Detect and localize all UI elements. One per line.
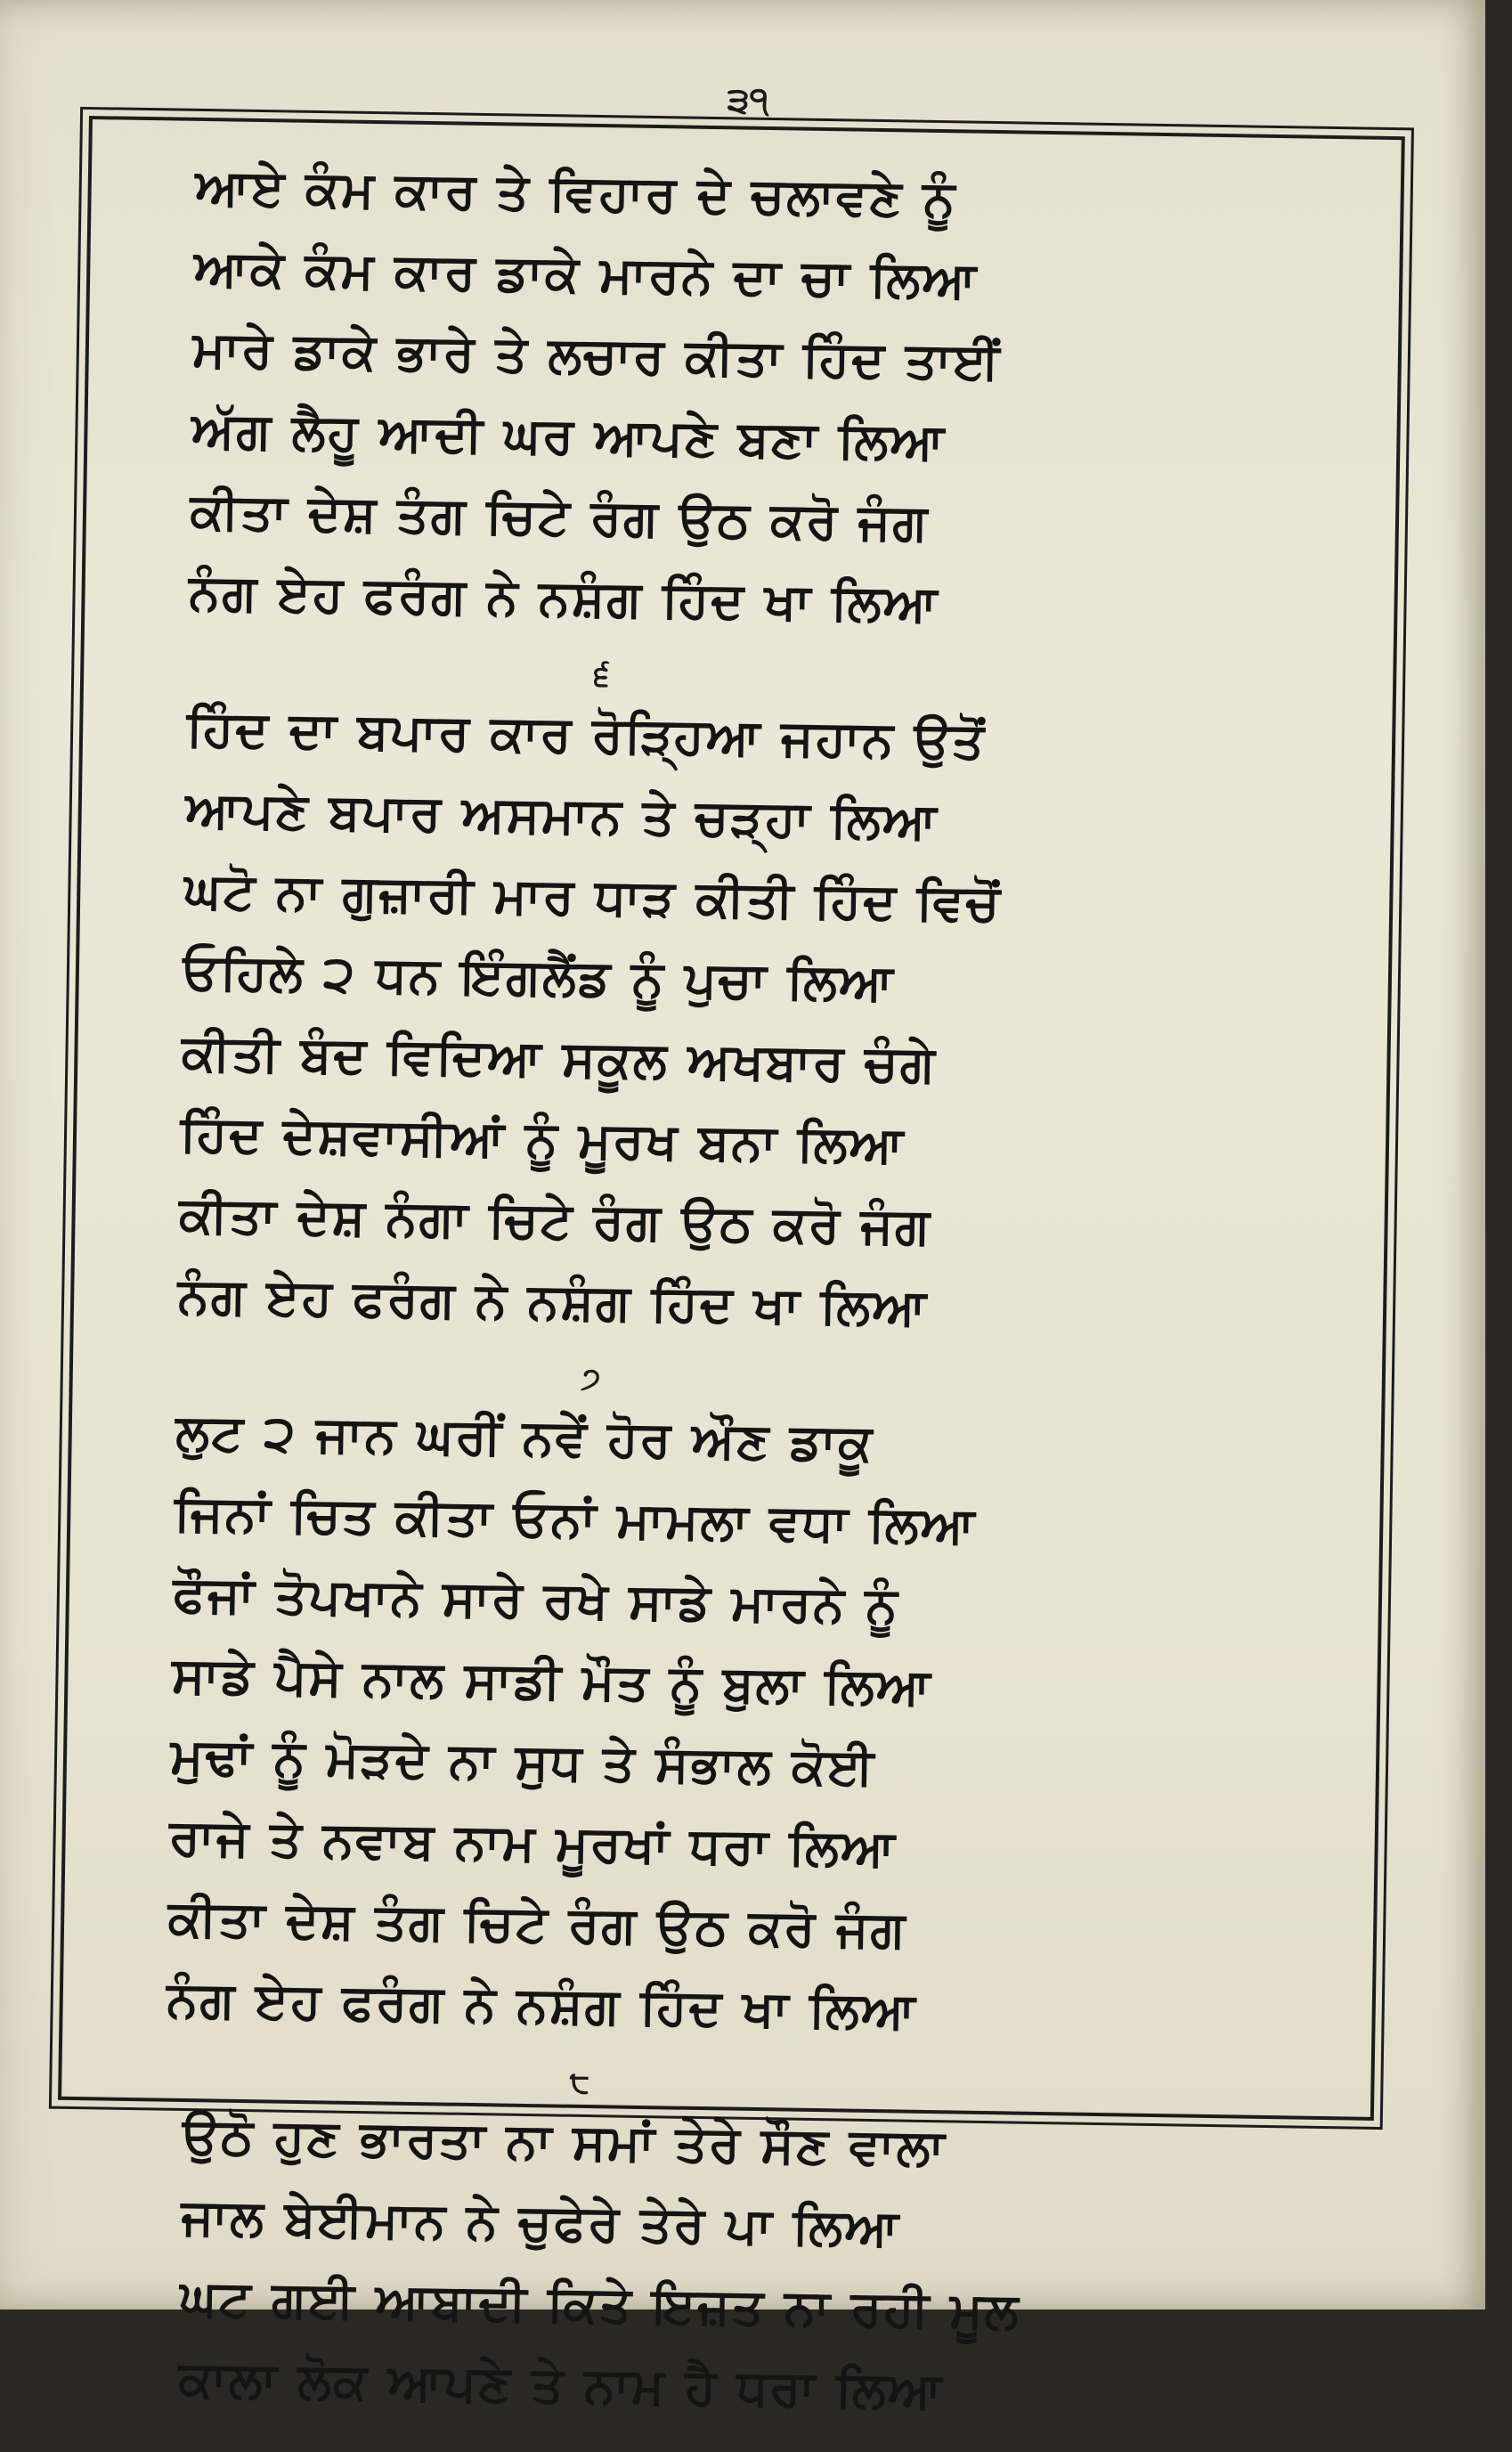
poem-line: ਲੁਟ ੨ ਜਾਨ ਘਰੀਂ ਨਵੇਂ ਹੋਰ ਔਣ ਡਾਕੂ <box>175 1402 874 1473</box>
stanza-number: ੭ <box>581 1360 601 1397</box>
poem-line: ਮਾਰੇ ਡਾਕੇ ਭਾਰੇ ਤੇ ਲਚਾਰ ਕੀਤਾ ਹਿੰਦ ਤਾਈਂ <box>191 319 1002 392</box>
stanza <box>167 1353 1210 2057</box>
poem-line: ਫੌਜਾਂ ਤੋਪਖਾਨੇ ਸਾਰੇ ਰਖੇ ਸਾਡੇ ਮਾਰਨੇ ਨੂੰ <box>172 1564 900 1635</box>
poem-line: ਆਕੇ ਕੰਮ ਕਾਰ ਡਾਕੇ ਮਾਰਨੇ ਦਾ ਚਾ ਲਿਆ <box>193 238 979 310</box>
stanza <box>177 649 1221 1353</box>
stanza-number: ੬ <box>593 657 610 694</box>
poem-body <box>160 147 1229 2452</box>
poem-line: ਕੀਤਾ ਦੇਸ਼ ਤੰਗ ਚਿਟੇ ਰੰਗ ਉਠ ਕਰੋ ਜੰਗ <box>167 1888 907 1959</box>
stanza <box>188 147 1228 649</box>
poem-line: ਮੁਢਾਂ ਨੂੰ ਮੋੜਦੇ ਨਾ ਸੁਧ ਤੇ ਸੰਭਾਲ ਕੋਈ <box>170 1726 876 1797</box>
poem-line: ਉਠੋ ਹੁਣ ਭਾਰਤਾ ਨਾ ਸਮਾਂ ਤੇਰੇ ਸੌਣ ਵਾਲਾ <box>182 2106 947 2178</box>
poem-line: ਕੀਤਾ ਦੇਸ਼ ਨੰਗਾ ਚਿਟੇ ਰੰਗ ਉਠ ਕਰੋ ਜੰਗ <box>178 1185 932 1257</box>
poem-line: ਆਪਣੇ ਬਪਾਰ ਅਸਮਾਨ ਤੇ ਚੜ੍ਹਾ ਲਿਆ <box>184 779 939 851</box>
poem-line: ਨੰਗ ਏਹ ਫਰੰਗ ਨੇ ਨਸ਼ੰਗ ਹਿੰਦ ਖਾ ਲਿਆ <box>188 562 939 634</box>
poem-line: ਕਾਲਾ ਲੋਕ ਆਪਣੇ ਤੇ ਨਾਮ ਹੈ ਧਰਾ ਲਿਆ <box>178 2350 945 2421</box>
poem-line: ਘਟ ਗਈ ਆਬਾਦੀ ਕਿਤੇ ਇਜ਼ਤ ਨਾ ਰਹੀ ਮੂਲ <box>179 2269 1021 2341</box>
poem-line: ਨੰਗ ਏਹ ਫਰੰਗ ਨੇ ਨਸ਼ੰਗ ਹਿੰਦ ਖਾ ਲਿਆ <box>166 1969 918 2041</box>
poem-line: ਕੀਤਾ ਦੇਸ਼ ਤੰਗ ਚਿਟੇ ਰੰਗ ਉਠ ਕਰੋ ਜੰਗ <box>190 481 930 552</box>
stanza-number: ੮ <box>569 2064 590 2101</box>
poem-line: ਜਾਲ ਬੇਈਮਾਨ ਨੇ ਚੁਫੇਰੇ ਤੇਰੇ ਪਾ ਲਿਆ <box>180 2187 901 2258</box>
poem-line: ਹਿੰਦ ਦਾ ਬਪਾਰ ਕਾਰ ਰੋੜ੍ਹਿਆ ਜਹਾਨ ਉਤੋਂ <box>186 698 987 771</box>
poem-line: ਜਿਨਾਂ ਚਿਤ ਕੀਤਾ ਓਨਾਂ ਮਾਮਲਾ ਵਧਾ ਲਿਆ <box>174 1483 977 1555</box>
poem-line: ਨੰਗ ਏਹ ਫਰੰਗ ਨੇ ਨਸ਼ੰਗ ਹਿੰਦ ਖਾ ਲਿਆ <box>177 1266 929 1338</box>
poem-line: ਓਹਿਲੇ ੨ ਧਨ ਇੰਗਲੈਂਡ ਨੂੰ ਪੁਚਾ ਲਿਆ <box>182 941 896 1013</box>
poem-line: ਹਿੰਦ ਦੇਸ਼ਵਾਸੀਆਂ ਨੂੰ ਮੂਰਖ ਬਨਾ ਲਿਆ <box>180 1104 906 1175</box>
poem-line: ਸਾਡੇ ਪੈਸੇ ਨਾਲ ਸਾਡੀ ਮੌਤ ਨੂੰ ਬੁਲਾ ਲਿਆ <box>171 1645 933 1717</box>
poem-line: ਘਟੋ ਨਾ ਗੁਜ਼ਾਰੀ ਮਾਰ ਧਾੜ ਕੀਤੀ ਹਿੰਦ ਵਿਚੋਂ <box>183 860 1002 933</box>
poem-line: ਕੀਤੀ ਬੰਦ ਵਿਦਿਆ ਸਕੂਲ ਅਖਬਾਰ ਚੰਗੇ <box>181 1022 938 1095</box>
poem-line: ਰਾਜੇ ਤੇ ਨਵਾਬ ਨਾਮ ਮੂਰਖਾਂ ਧਰਾ ਲਿਆ <box>168 1807 898 1878</box>
page-number: ੩੧ <box>727 80 769 121</box>
poem-line: ਅੱਗ ਲੈਹੂ ਆਦੀ ਘਰ ਆਪਣੇ ਬਣਾ ਲਿਆ <box>191 400 947 472</box>
poem-line: ਆਏ ਕੰਮ ਕਾਰ ਤੇ ਵਿਹਾਰ ਦੇ ਚਲਾਵਣੇ ਨੂੰ <box>194 157 957 229</box>
stanza <box>160 2057 1199 2436</box>
